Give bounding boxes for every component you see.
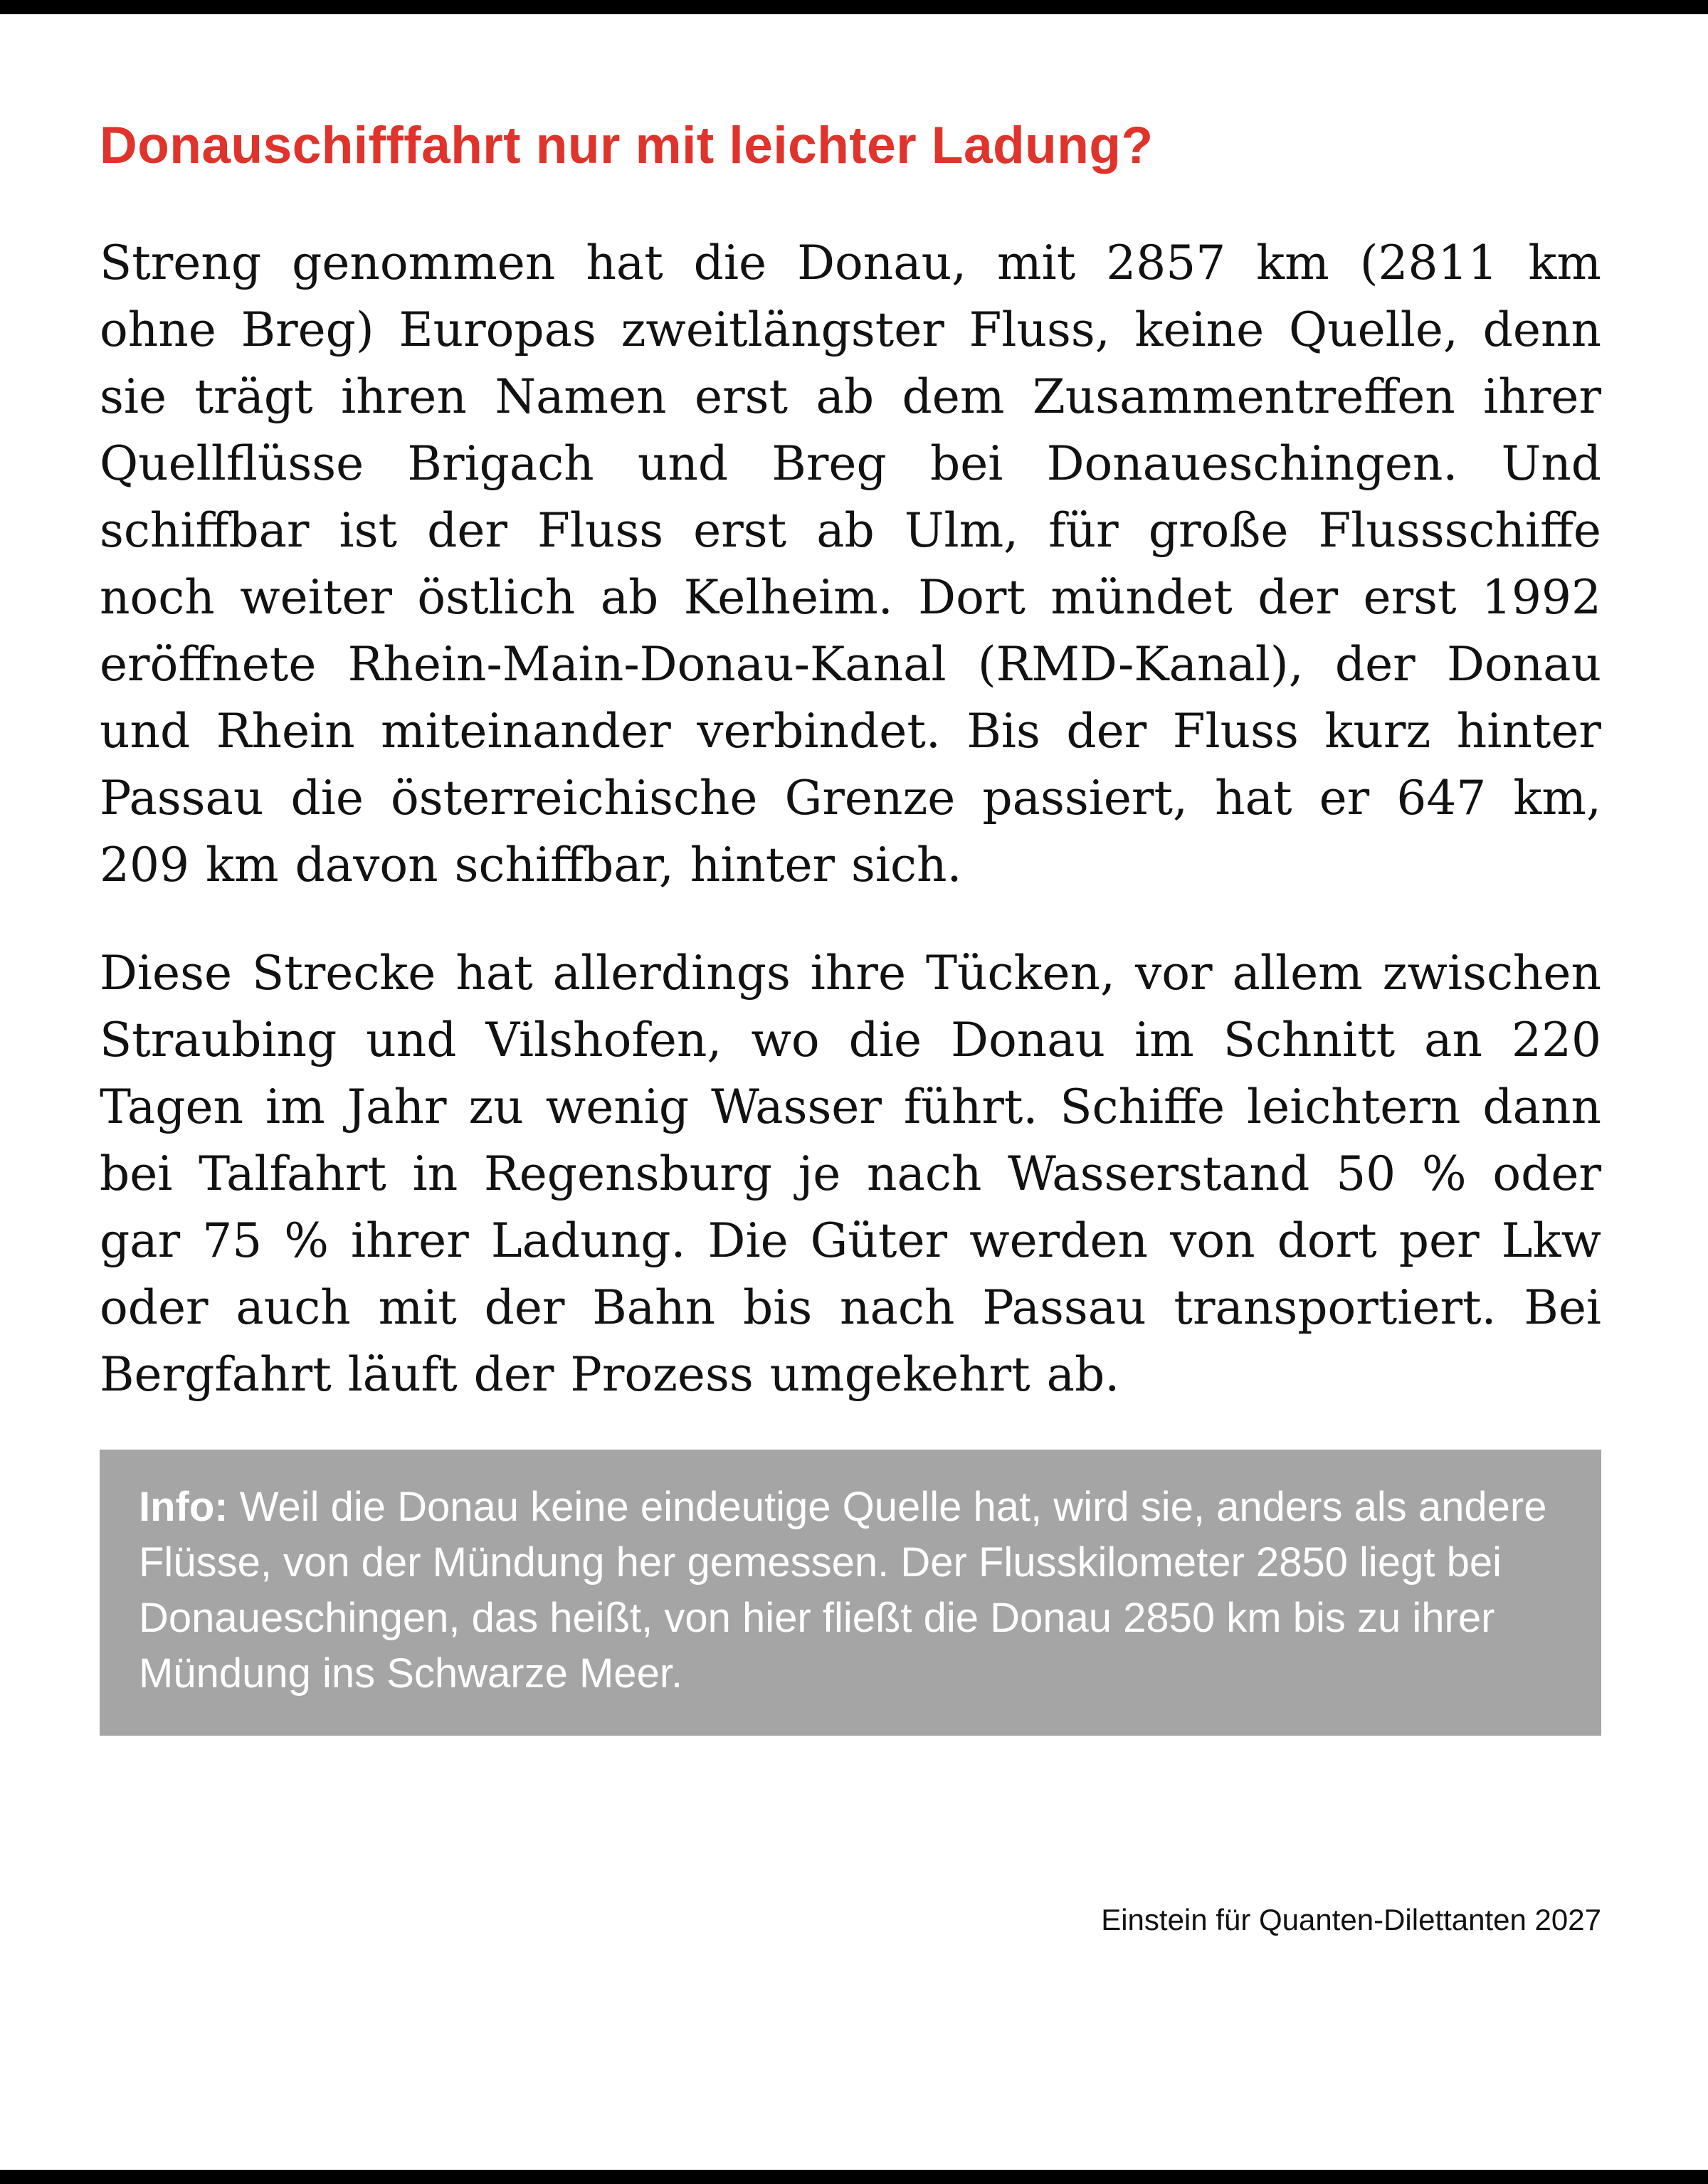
page-title: Donauschifffahrt nur mit leichter Ladung? [100,117,1154,174]
info-box-text [139,1479,1562,1702]
top-border [0,0,1708,14]
info-label: Info: [139,1484,228,1531]
bottom-border [0,2170,1708,2184]
footer-credit: Einstein für Quanten-Dilettanten 2027 [1101,1903,1601,1937]
body-paragraph-2: Diese Strecke hat allerdings ihre Tücken, vor allem zwischen Straubing und Vilshofen, wo die Donau im Schnitt an 220 Tagen im Jahr zu wenig Wasser führt. Schiffe leichtern dann bei Talfahrt in Regensburg je nach Wasserstand 50 % oder gar 75 % ihrer Ladung. Die Güter werden von dort per Lkw oder auch mit der Bahn bis nach Passau transportiert. Bei Bergfahrt läuft der Prozess umgekehrt ab. [100,946,1601,1403]
info-box [100,1450,1601,1736]
body-paragraph-1: Streng genommen hat die Donau, mit 2857 km (2811 km ohne Breg) Europas zweitlängster Fluss, keine Quelle, denn sie trägt ihren Namen erst ab dem Zusammentreffen ihrer Quellflüsse Brigach und Breg bei Donaueschingen. Und schiffbar ist der Fluss erst ab Ulm, für große Flussschiffe noch weiter östlich ab Kelheim. Dort mündet der erst 1992 eröffnete Rhein-Main-Donau-Kanal (RMD-Kanal), der Donau und Rhein miteinander verbindet. Bis der Fluss kurz hinter Passau die österreichische Grenze passiert, hat er 647 km, 209 km davon schiffbar, hinter sich. [100,236,1601,893]
info-text: Weil die Donau keine eindeutige Quelle hat, wird sie, anders als andere Flüsse, von der Mündung her gemessen. Der Flusskilometer 2850 liegt bei Donaueschingen, das heißt, von hier fließt die Donau 2850 km bis zu ihrer Mündung ins Schwarze Meer. [139,1484,1547,1697]
